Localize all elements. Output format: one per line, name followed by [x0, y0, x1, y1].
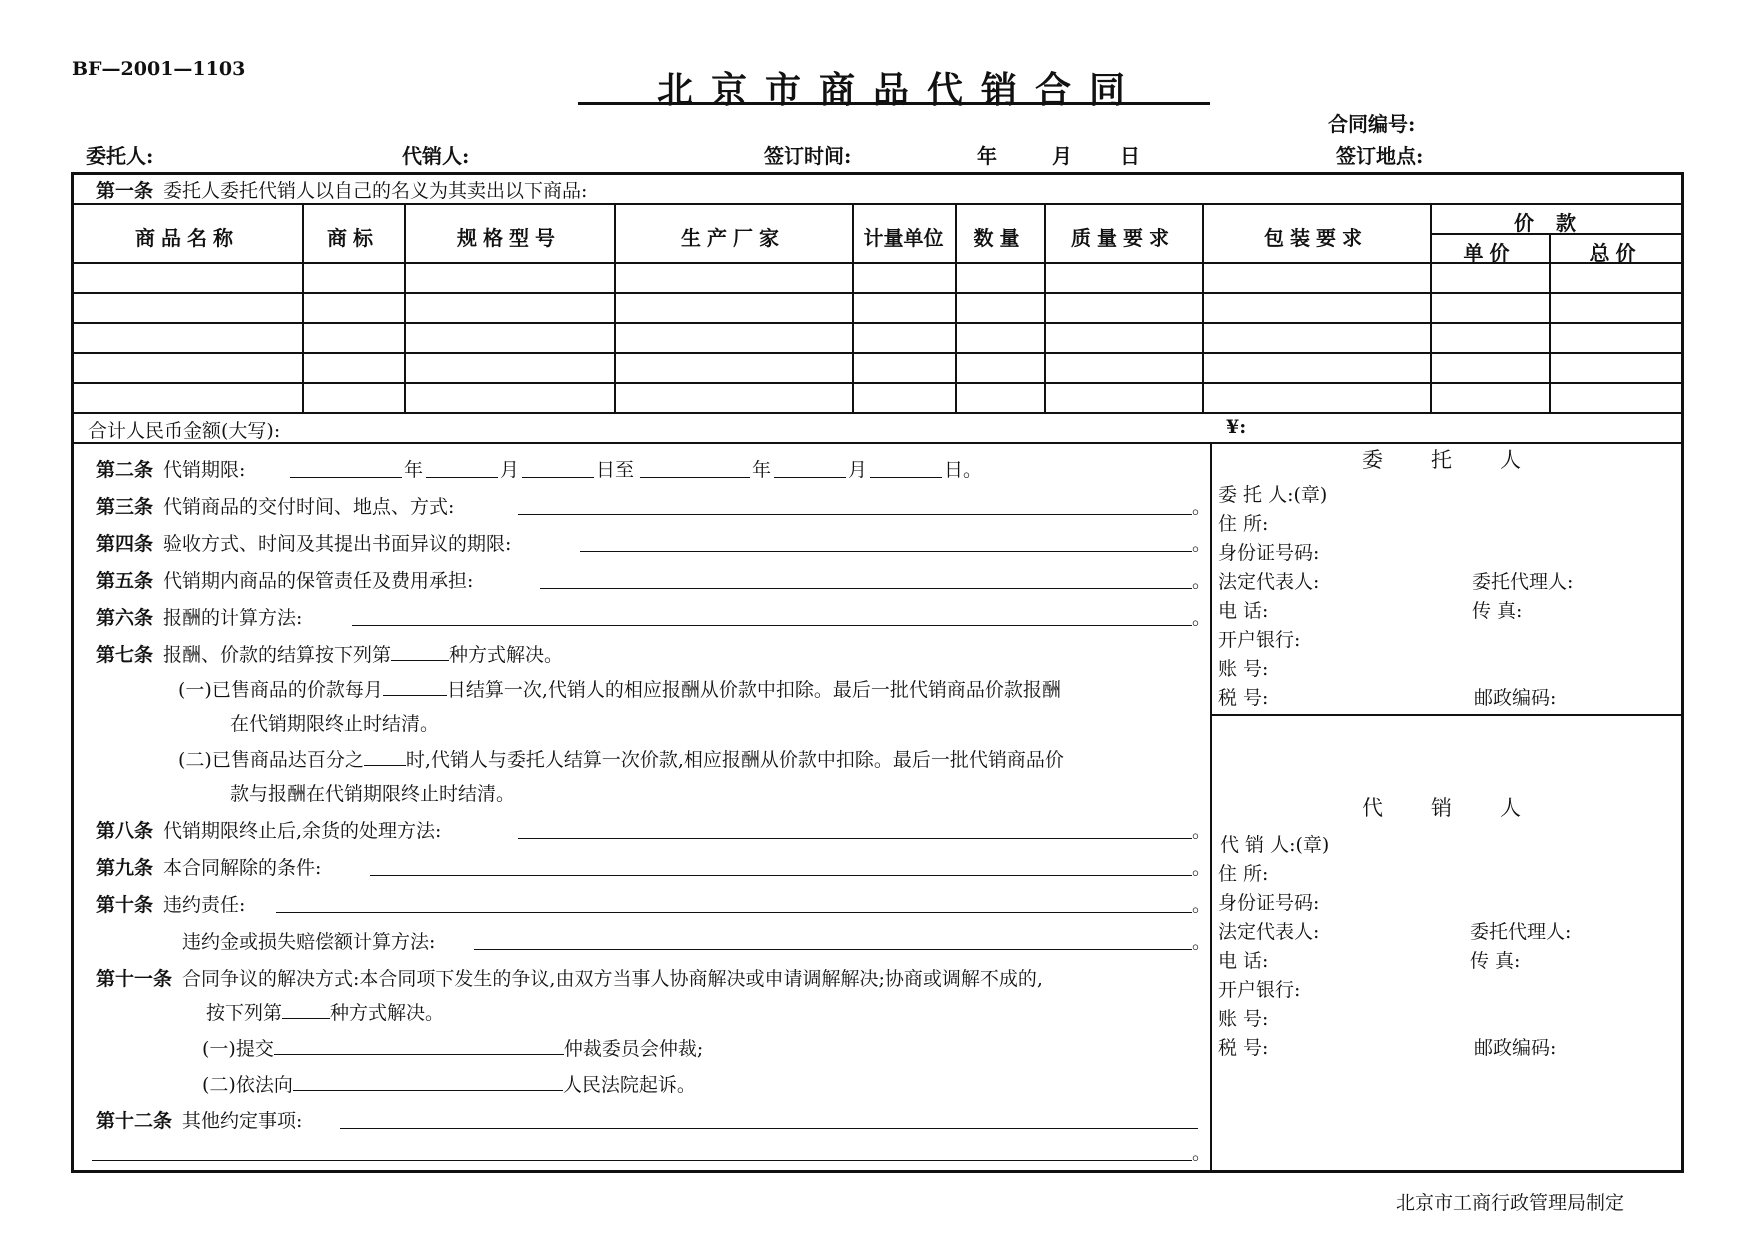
- article-11-option-1: [202, 1034, 703, 1061]
- article-number: 第八条: [96, 820, 154, 842]
- article-3: [96, 492, 454, 519]
- article-10: [96, 890, 245, 917]
- option-text: 时,代销人与委托人结算一次价款,相应报酬从价款中扣除。最后一批代销商品价: [405, 749, 1064, 771]
- client-label: 委托人:: [86, 144, 154, 168]
- agent-phone: 电 话:: [1218, 950, 1269, 972]
- period-month-2: 月: [848, 459, 868, 481]
- article-number: 第三条: [96, 496, 154, 518]
- settlement-day-blank[interactable]: [383, 677, 447, 696]
- article-6-blank[interactable]: [352, 625, 1192, 626]
- client-postcode: 邮政编码:: [1474, 687, 1557, 709]
- article-number: 第十一条: [96, 968, 173, 990]
- article-text: 违约责任:: [163, 894, 246, 916]
- article-number: 第七条: [96, 644, 154, 666]
- date-blank[interactable]: [522, 477, 594, 478]
- option-text: (二)依法向: [202, 1074, 293, 1096]
- agent-label: 代销人:: [402, 144, 470, 168]
- client-id-no: 身份证号码:: [1218, 542, 1320, 564]
- total-amount-label: 合计人民币金额(大写):: [88, 420, 281, 442]
- article-4: [96, 529, 511, 556]
- form-code: BF—2001—1103: [72, 58, 246, 80]
- option-text: (一)已售商品的价款每月: [178, 679, 383, 701]
- article-7-option-1-cont: 在代销期限终止时结清。: [230, 713, 440, 735]
- article-number: 第十条: [96, 894, 154, 916]
- article-9-blank[interactable]: [370, 875, 1192, 876]
- option-text: (二)已售商品达百分之: [178, 749, 364, 771]
- period-year-1: 年: [404, 459, 424, 481]
- sign-day: 日: [1120, 144, 1140, 168]
- sign-year: 年: [977, 144, 997, 168]
- article-4-blank[interactable]: [580, 551, 1192, 552]
- article-text: 代销期限终止后,余货的处理方法:: [163, 820, 442, 842]
- article-number: 第九条: [96, 857, 154, 879]
- article-text: 本合同解除的条件:: [163, 857, 322, 879]
- title-underline: [578, 102, 1210, 105]
- yen-label: ¥:: [1226, 416, 1247, 438]
- article-5: [96, 566, 473, 593]
- article-number: 第二条: [96, 459, 154, 481]
- col-header-total-price: 总价: [1589, 241, 1642, 265]
- line-end: 。: [1192, 1142, 1212, 1164]
- client-legal-rep: 法定代表人:: [1218, 571, 1320, 593]
- period-day-1: 日至: [596, 459, 635, 481]
- article-text: 验收方式、时间及其提出书面异议的期限:: [163, 533, 512, 555]
- article-text: 代销期内商品的保管责任及费用承担:: [163, 570, 474, 592]
- line-end: 。: [1192, 931, 1212, 953]
- article-7-option-1: [178, 675, 1061, 702]
- agent-postcode: 邮政编码:: [1474, 1037, 1557, 1059]
- article-text: 委托人委托代销人以自己的名义为其卖出以下商品:: [163, 180, 588, 202]
- period-year-2: 年: [752, 459, 772, 481]
- article-7-option-2: [178, 745, 1064, 772]
- date-blank[interactable]: [426, 477, 498, 478]
- client-tax-no: 税 号:: [1218, 687, 1269, 709]
- sign-month: 月: [1052, 144, 1072, 168]
- col-header-price: 价款: [1514, 211, 1598, 235]
- article-11-cont: [206, 998, 444, 1025]
- agent-id-no: 身份证号码:: [1218, 892, 1320, 914]
- date-blank[interactable]: [774, 477, 846, 478]
- table-row: [72, 352, 1682, 354]
- agent-account: 账 号:: [1218, 1008, 1269, 1030]
- court-blank[interactable]: [293, 1072, 563, 1091]
- contract-no-label: 合同编号:: [1328, 112, 1416, 136]
- article-10-blank[interactable]: [276, 912, 1192, 913]
- option-text: 人民法院起诉。: [562, 1074, 696, 1096]
- article-7-option-2-cont: 款与报酬在代销期限终止时结清。: [230, 783, 516, 805]
- agent-proxy: 委托代理人:: [1470, 921, 1572, 943]
- date-blank[interactable]: [290, 477, 402, 478]
- percent-blank[interactable]: [364, 747, 406, 766]
- client-address: 住 所:: [1218, 513, 1269, 535]
- period-month-1: 月: [500, 459, 520, 481]
- article-9: [96, 853, 321, 880]
- article-text: 合同争议的解决方式:本合同项下发生的争议,由双方当事人协商解决或申请调解解决;协商或调解不成的,: [182, 968, 1043, 990]
- agent-legal-rep: 法定代表人:: [1218, 921, 1320, 943]
- table-row: [72, 322, 1682, 324]
- article-text: 代销期限:: [163, 459, 246, 481]
- col-header-unit-price: 单价: [1463, 241, 1516, 265]
- agent-fax: 传 真:: [1470, 950, 1521, 972]
- article-text: 代销商品的交付时间、地点、方式:: [163, 496, 455, 518]
- article-number: 第六条: [96, 607, 154, 629]
- party-box-divider: [1210, 714, 1682, 716]
- line-end: 。: [1192, 496, 1212, 518]
- col-header-quality: 质量要求: [1071, 226, 1175, 250]
- sign-place-label: 签订地点:: [1336, 144, 1424, 168]
- article-10-sub-blank[interactable]: [474, 949, 1192, 950]
- line-end: 。: [1192, 607, 1212, 629]
- page-title: 北京市商品代销合同: [656, 69, 1143, 111]
- agent-bank: 开户银行:: [1218, 979, 1301, 1001]
- option-text: (一)提交: [202, 1038, 274, 1060]
- line-end: 。: [1192, 894, 1212, 916]
- article-11: [96, 964, 1043, 991]
- table-row: [72, 382, 1682, 384]
- client-phone: 电 话:: [1218, 600, 1269, 622]
- line-end: 。: [1192, 857, 1212, 879]
- date-blank[interactable]: [870, 477, 942, 478]
- client-account: 账 号:: [1218, 658, 1269, 680]
- article-6: [96, 603, 302, 630]
- date-blank[interactable]: [640, 477, 750, 478]
- arbitration-blank[interactable]: [274, 1036, 564, 1055]
- line-end: 。: [1192, 570, 1212, 592]
- table-rule: [72, 203, 1682, 205]
- col-header-manufacturer: 生产厂家: [681, 226, 785, 250]
- dispute-method-blank[interactable]: [282, 1000, 330, 1019]
- article-2: [96, 455, 245, 482]
- article-11-option-2: [202, 1070, 696, 1097]
- article-1: [96, 176, 587, 203]
- line-end: 。: [1192, 820, 1212, 842]
- col-header-packaging: 包装要求: [1264, 226, 1368, 250]
- client-bank: 开户银行:: [1218, 629, 1301, 651]
- agent-address: 住 所:: [1218, 863, 1269, 885]
- table-header-bottom: [72, 262, 1682, 264]
- article-text: 报酬、价款的结算按下列第: [163, 644, 392, 666]
- article-text: 种方式解决。: [449, 644, 564, 666]
- table-row: [72, 412, 1682, 414]
- article-number: 第一条: [96, 180, 154, 202]
- article-12: [96, 1106, 302, 1133]
- article-5-blank[interactable]: [540, 588, 1192, 589]
- article-3-blank[interactable]: [518, 514, 1192, 515]
- article-number: 第四条: [96, 533, 154, 555]
- sign-time-label: 签订时间:: [764, 144, 852, 168]
- article-7: [96, 640, 563, 667]
- client-seal: 委 托 人:(章): [1218, 484, 1328, 506]
- article-10-sub: 违约金或损失赔偿额计算方法:: [182, 931, 436, 953]
- article-text: 其他约定事项:: [182, 1110, 303, 1132]
- col-header-brand: 商标: [327, 226, 379, 250]
- line-end: 。: [1192, 533, 1212, 555]
- option-text: 日结算一次,代销人的相应报酬从价款中扣除。最后一批代销商品价款报酬: [446, 679, 1061, 701]
- article-number: 第五条: [96, 570, 154, 592]
- article-text: 报酬的计算方法:: [163, 607, 303, 629]
- issuer-footer: 北京市工商行政管理局制定: [1395, 1192, 1624, 1214]
- article-12-blank-2[interactable]: [92, 1160, 1192, 1161]
- article-8: [96, 816, 441, 843]
- col-header-quantity: 数量: [973, 226, 1026, 250]
- option-text: 仲裁委员会仲裁;: [563, 1038, 704, 1060]
- client-fax: 传 真:: [1472, 600, 1523, 622]
- client-proxy: 委托代理人:: [1472, 571, 1574, 593]
- client-box-title: 委托人: [1362, 448, 1569, 472]
- article-12-blank[interactable]: [340, 1128, 1198, 1129]
- article-number: 第十二条: [96, 1110, 173, 1132]
- article-8-blank[interactable]: [518, 838, 1192, 839]
- agent-box-title: 代销人: [1362, 796, 1569, 820]
- agent-seal: 代 销 人:(章): [1220, 834, 1330, 856]
- method-choice-blank[interactable]: [391, 642, 449, 661]
- agent-tax-no: 税 号:: [1218, 1037, 1269, 1059]
- period-day-2: 日。: [944, 459, 983, 481]
- col-header-spec: 规格型号: [457, 226, 561, 250]
- article-text: 按下列第: [206, 1002, 283, 1024]
- article-text: 种方式解决。: [330, 1002, 445, 1024]
- col-header-unit: 计量单位: [863, 226, 944, 250]
- col-header-product: 商品名称: [135, 226, 239, 250]
- table-row: [72, 292, 1682, 294]
